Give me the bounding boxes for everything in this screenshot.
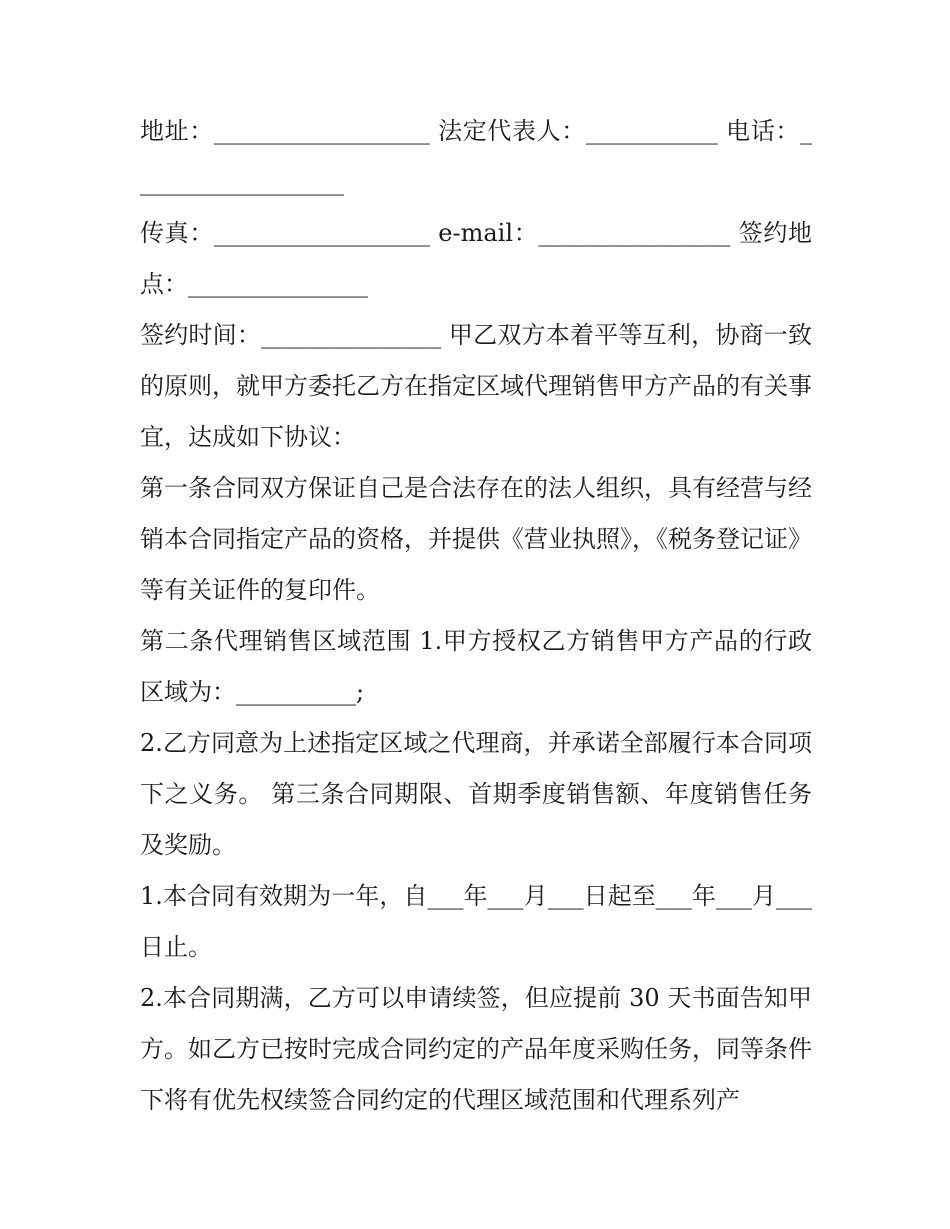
paragraph-article-3-item-2: 2.本合同期满，乙方可以申请续签，但应提前 30 天书面告知甲方。如乙方已按时完成合同约定的产品年度采购任务，同等条件下将有优先权续签合同约定的代理区域范围和代理系列产 [140, 984, 812, 1114]
paragraph-signing-time-preamble: 签约时间：_______________ 甲乙双方本着平等互利，协商一致的原则，就甲方委托乙方在指定区域代理销售甲方产品的有关事宜，达成如下协议： [140, 321, 812, 451]
paragraph-article-3-item-1: 1.本合同有效期为一年，自___年___月___日起至___年___月___日止。 [140, 882, 812, 961]
paragraph-article-2-item-2: 2.乙方同意为上述指定区域之代理商，并承诺全部履行本合同项下之义务。 第三条合同期限、首期季度销售额、年度销售任务及奖励。 [140, 729, 812, 859]
document-body [140, 106, 812, 1126]
paragraph-fax-email-location: 传真：__________________ e-mail：________________ 签约地点：_______________ [140, 219, 812, 298]
paragraph-article-2: 第二条代理销售区域范围 1.甲方授权乙方销售甲方产品的行政区域为：__________; [140, 627, 812, 706]
paragraph-article-1: 第一条合同双方保证自己是合法存在的法人组织，具有经营与经销本合同指定产品的资格，并提供《营业执照》，《税务登记证》等有关证件的复印件。 [140, 474, 812, 604]
paragraph-contact-info: 地址：__________________ 法定代表人：___________ 电话：__________________ [140, 117, 812, 196]
